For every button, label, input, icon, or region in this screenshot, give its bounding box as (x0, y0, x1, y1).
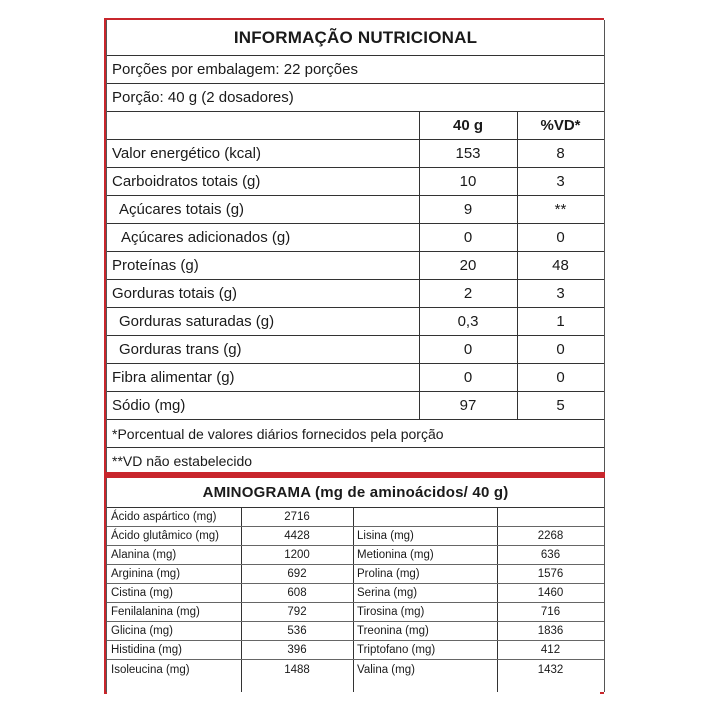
nutrient-row (107, 168, 604, 196)
amino-value: 2268 (537, 530, 564, 542)
nutrient-row (107, 140, 604, 168)
amino-value: 1836 (537, 625, 564, 637)
aminogram-row (107, 603, 604, 622)
servings-row (107, 56, 604, 84)
nutrient-dv: 1 (556, 313, 565, 330)
nutrient-label: Proteínas (g) (112, 257, 199, 274)
aminogram-title: AMINOGRAMA (mg de aminoácidos/ 40 g) (202, 484, 509, 501)
nutrient-amount: 9 (463, 201, 473, 218)
amino-value: 1576 (537, 568, 564, 580)
nutrient-dv: 0 (556, 341, 565, 358)
nutrient-amount: 97 (459, 397, 477, 414)
footnote-row (107, 448, 604, 474)
aminogram-row (107, 546, 604, 565)
amino-label: Alanina (mg) (111, 549, 177, 561)
amino-value: 792 (287, 606, 307, 618)
amino-value: 1460 (537, 587, 564, 599)
nutrient-amount: 10 (459, 173, 477, 190)
amino-label: Tirosina (mg) (357, 606, 425, 618)
amino-label: Histidina (mg) (111, 644, 182, 656)
serving-size: Porção: 40 g (2 dosadores) (112, 89, 294, 106)
amino-label: Ácido aspártico (mg) (111, 511, 217, 523)
nutrient-amount: 153 (455, 145, 481, 162)
nutrient-label: Açúcares totais (g) (119, 201, 245, 218)
nutrient-row (107, 336, 604, 364)
aminogram-row (107, 565, 604, 584)
aminogram-row (107, 622, 604, 641)
nutrition-title: INFORMAÇÃO NUTRICIONAL (233, 27, 478, 47)
amino-label: Triptofano (mg) (357, 644, 436, 656)
amino-value: 412 (540, 644, 561, 656)
nutrient-dv: 5 (556, 397, 565, 414)
amino-label: Arginina (mg) (111, 568, 181, 580)
amino-value (497, 508, 604, 526)
nutrient-row (107, 224, 604, 252)
amino-label: Lisina (mg) (357, 530, 414, 542)
nutrition-header-row (107, 112, 604, 140)
nutrient-label: Gorduras totais (g) (112, 285, 238, 302)
footnote-not-established: **VD não estabelecido (112, 453, 253, 469)
nutrient-row (107, 252, 604, 280)
amino-label: Valina (mg) (357, 663, 415, 676)
amino-label: Serina (mg) (357, 587, 418, 599)
nutrient-label: Sódio (mg) (112, 397, 186, 414)
amino-label: Prolina (mg) (357, 568, 420, 580)
col-dv-header: %VD* (540, 117, 581, 134)
nutrient-dv: 8 (556, 145, 565, 162)
nutrient-amount: 0 (463, 229, 473, 246)
col-amount-header: 40 g (452, 117, 483, 134)
nutrient-dv: 0 (556, 369, 565, 386)
amino-label: Cistina (mg) (111, 587, 173, 599)
nutrient-amount: 0 (463, 341, 473, 358)
amino-label: Metionina (mg) (357, 549, 434, 561)
nutrient-row (107, 280, 604, 308)
aminogram-row (107, 660, 604, 679)
servings-per-package: Porções por embalagem: 22 porções (112, 61, 358, 78)
aminogram-row (107, 508, 604, 527)
nutrient-amount: 2 (463, 285, 473, 302)
nutrient-amount: 0 (463, 369, 473, 386)
nutrient-row (107, 392, 604, 420)
amino-value: 1432 (537, 663, 564, 676)
nutrient-label: Carboidratos totais (g) (112, 173, 261, 190)
amino-label: Ácido glutâmico (mg) (111, 530, 220, 542)
nutrient-dv: 3 (556, 285, 565, 302)
amino-value: 396 (287, 644, 307, 656)
nutrient-dv: ** (554, 201, 567, 218)
aminogram-title-row (107, 478, 604, 508)
nutrient-label: Fibra alimentar (g) (112, 369, 235, 386)
aminogram-row (107, 527, 604, 546)
nutrient-label: Gorduras saturadas (g) (119, 313, 275, 330)
amino-value: 1200 (284, 549, 310, 561)
amino-label: Glicina (mg) (111, 625, 173, 637)
nutrient-dv: 3 (556, 173, 565, 190)
nutrient-label: Açúcares adicionados (g) (121, 229, 291, 246)
amino-value: 608 (287, 587, 307, 599)
aminogram-row (107, 584, 604, 603)
amino-value: 716 (540, 606, 561, 618)
footnote-row (107, 420, 604, 448)
footnote-dv: *Porcentual de valores diários fornecidos pela porção (112, 425, 444, 442)
nutrient-amount: 20 (459, 257, 477, 274)
nutrient-label: Gorduras trans (g) (119, 341, 242, 358)
amino-value: 636 (540, 549, 561, 561)
nutrition-title-row (107, 20, 604, 56)
nutrient-dv: 48 (552, 257, 569, 274)
amino-value: 1488 (284, 663, 310, 676)
amino-value: 2716 (284, 511, 310, 523)
aminogram-table (107, 508, 604, 692)
nutrition-label-panel (106, 20, 605, 692)
nutrient-row (107, 364, 604, 392)
amino-label: Fenilalanina (mg) (111, 606, 200, 618)
amino-value: 536 (287, 625, 307, 637)
nutrient-row (107, 196, 604, 224)
amino-value: 692 (287, 568, 307, 580)
aminogram-row (107, 641, 604, 660)
serving-size-row (107, 84, 604, 112)
amino-label: Treonina (mg) (357, 625, 429, 637)
nutrient-label: Valor energético (kcal) (112, 145, 261, 162)
amino-value: 4428 (284, 530, 310, 542)
nutrient-amount: 0,3 (457, 313, 479, 330)
nutrient-row (107, 308, 604, 336)
nutrient-dv: 0 (556, 229, 565, 246)
amino-label: Isoleucina (mg) (111, 663, 190, 676)
